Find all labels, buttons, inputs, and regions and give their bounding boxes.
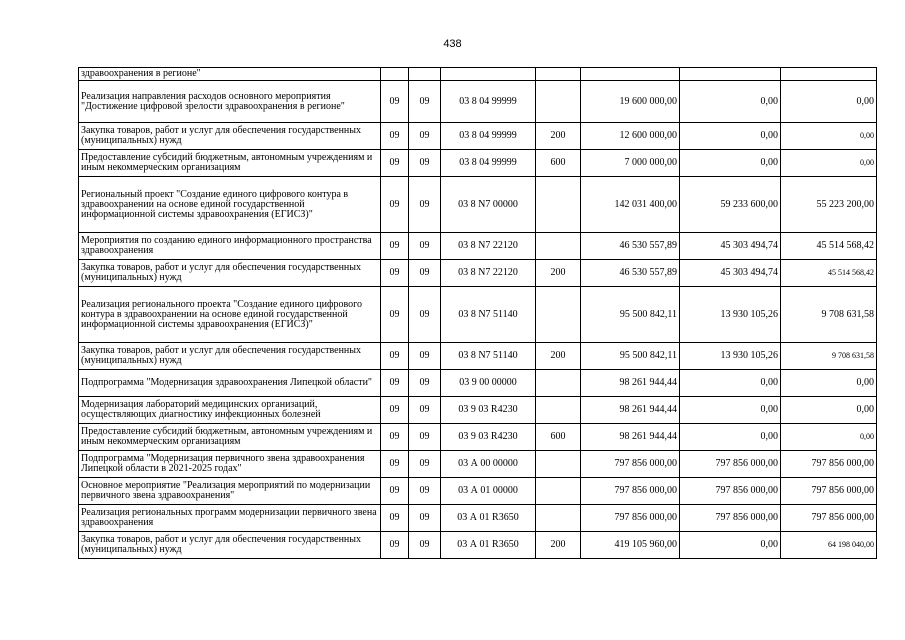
section-code: 09 [381,397,409,424]
expense-type-code [536,177,581,233]
subsection-code: 09 [409,150,441,177]
section-code [381,68,409,81]
amount-year-3: 9 708 631,58 [781,287,877,343]
amount-year-1: 7 000 000,00 [581,150,680,177]
subsection-code: 09 [409,424,441,451]
expense-type-code [536,451,581,478]
row-name: Реализация регионального проекта "Создание единого цифрового контура в здравоохранении на основе единой государственной информационной системы здравоохранения (ЕГИСЗ)" [79,287,381,343]
table-row [79,233,877,260]
expense-type-code: 200 [536,123,581,150]
expense-type-code [536,81,581,123]
section-code: 09 [381,370,409,397]
target-article-code: 03 А 00 00000 [441,451,536,478]
expense-type-code: 600 [536,150,581,177]
subsection-code: 09 [409,177,441,233]
row-name: Закупка товаров, работ и услуг для обеспечения государственных (муниципальных) нужд [79,532,381,559]
amount-year-2: 0,00 [680,370,781,397]
expense-type-code [536,233,581,260]
target-article-code: 03 А 01 00000 [441,478,536,505]
subsection-code: 09 [409,343,441,370]
table-row [79,532,877,559]
subsection-code: 09 [409,81,441,123]
amount-year-2: 0,00 [680,81,781,123]
row-name: Реализация региональных программ модернизации первичного звена здравоохранения [79,505,381,532]
expense-type-code: 200 [536,343,581,370]
section-code: 09 [381,150,409,177]
amount-year-3: 0,00 [781,397,877,424]
section-code: 09 [381,177,409,233]
amount-year-2: 13 930 105,26 [680,343,781,370]
table-row [79,150,877,177]
section-code: 09 [381,505,409,532]
subsection-code: 09 [409,260,441,287]
amount-year-3: 797 856 000,00 [781,451,877,478]
amount-year-2: 797 856 000,00 [680,451,781,478]
amount-year-3: 45 514 568,42 [781,233,877,260]
target-article-code: 03 8 N7 22120 [441,260,536,287]
table-row [79,177,877,233]
target-article-code: 03 9 03 R4230 [441,424,536,451]
amount-year-2: 0,00 [680,424,781,451]
subsection-code: 09 [409,532,441,559]
table-row [79,478,877,505]
subsection-code: 09 [409,370,441,397]
row-name: Закупка товаров, работ и услуг для обеспечения государственных (муниципальных) нужд [79,343,381,370]
expense-type-code: 200 [536,532,581,559]
table-row [79,424,877,451]
amount-year-3: 0,00 [781,123,877,150]
amount-year-1: 46 530 557,89 [581,233,680,260]
amount-year-2: 0,00 [680,150,781,177]
amount-year-3: 0,00 [781,150,877,177]
section-code: 09 [381,424,409,451]
table-row [79,68,877,81]
amount-year-1: 98 261 944,44 [581,370,680,397]
table-row [79,343,877,370]
table-row [79,505,877,532]
subsection-code: 09 [409,451,441,478]
expense-type-code [536,287,581,343]
amount-year-3: 0,00 [781,370,877,397]
row-name: Модернизация лабораторий медицинских организаций, осуществляющих диагностику инфекционных болезней [79,397,381,424]
table-row [79,260,877,287]
subsection-code: 09 [409,397,441,424]
amount-year-2: 13 930 105,26 [680,287,781,343]
section-code: 09 [381,478,409,505]
amount-year-2: 45 303 494,74 [680,233,781,260]
page-number: 438 [443,38,462,50]
row-name: Подпрограмма "Модернизация первичного звена здравоохранения Липецкой области в 2021-2025 годах" [79,451,381,478]
expense-type-code [536,478,581,505]
subsection-code: 09 [409,123,441,150]
amount-year-2: 0,00 [680,532,781,559]
target-article-code: 03 9 03 R4230 [441,397,536,424]
section-code: 09 [381,123,409,150]
target-article-code: 03 8 N7 00000 [441,177,536,233]
expense-type-code: 600 [536,424,581,451]
expense-type-code [536,370,581,397]
row-name: Основное мероприятие "Реализация мероприятий по модернизации первичного звена здравоохранения" [79,478,381,505]
target-article-code: 03 8 04 99999 [441,150,536,177]
table-row [79,81,877,123]
target-article-code: 03 8 N7 22120 [441,233,536,260]
subsection-code: 09 [409,233,441,260]
amount-year-1: 797 856 000,00 [581,478,680,505]
amount-year-1: 419 105 960,00 [581,532,680,559]
section-code: 09 [381,451,409,478]
amount-year-1: 98 261 944,44 [581,397,680,424]
subsection-code [409,68,441,81]
amount-year-2: 0,00 [680,397,781,424]
amount-year-3: 797 856 000,00 [781,505,877,532]
amount-year-1: 797 856 000,00 [581,451,680,478]
amount-year-1: 142 031 400,00 [581,177,680,233]
amount-year-2: 59 233 600,00 [680,177,781,233]
row-name: Предоставление субсидий бюджетным, автономным учреждениям и иным некоммерческим организациям [79,150,381,177]
subsection-code: 09 [409,287,441,343]
target-article-code: 03 8 N7 51140 [441,343,536,370]
row-name: Реализация направления расходов основного мероприятия "Достижение цифровой зрелости здравоохранения в регионе" [79,81,381,123]
section-code: 09 [381,343,409,370]
row-name: Закупка товаров, работ и услуг для обеспечения государственных (муниципальных) нужд [79,123,381,150]
amount-year-1: 98 261 944,44 [581,424,680,451]
target-article-code [441,68,536,81]
target-article-code: 03 8 N7 51140 [441,287,536,343]
table-row [79,123,877,150]
amount-year-3: 797 856 000,00 [781,478,877,505]
target-article-code: 03 А 01 R3650 [441,532,536,559]
target-article-code: 03 8 04 99999 [441,81,536,123]
amount-year-1: 12 600 000,00 [581,123,680,150]
section-code: 09 [381,260,409,287]
amount-year-1: 95 500 842,11 [581,287,680,343]
budget-table-body [79,68,877,559]
budget-table [78,67,877,559]
section-code: 09 [381,233,409,260]
amount-year-3: 45 514 568,42 [781,260,877,287]
target-article-code: 03 8 04 99999 [441,123,536,150]
expense-type-code [536,68,581,81]
amount-year-1: 46 530 557,89 [581,260,680,287]
table-row [79,397,877,424]
section-code: 09 [381,532,409,559]
row-name: здравоохранения в регионе" [79,68,381,81]
amount-year-2 [680,68,781,81]
table-row [79,287,877,343]
subsection-code: 09 [409,478,441,505]
amount-year-3: 55 223 200,00 [781,177,877,233]
target-article-code: 03 А 01 R3650 [441,505,536,532]
row-name: Мероприятия по созданию единого информационного пространства здравоохранения [79,233,381,260]
amount-year-2: 797 856 000,00 [680,505,781,532]
amount-year-3: 64 198 040,00 [781,532,877,559]
row-name: Подпрограмма "Модернизация здравоохранения Липецкой области" [79,370,381,397]
target-article-code: 03 9 00 00000 [441,370,536,397]
subsection-code: 09 [409,505,441,532]
table-row [79,451,877,478]
amount-year-1: 95 500 842,11 [581,343,680,370]
row-name: Региональный проект "Создание единого цифрового контура в здравоохранении на основе единой государственной информационной системы здравоохранения (ЕГИСЗ)" [79,177,381,233]
amount-year-1: 19 600 000,00 [581,81,680,123]
amount-year-3: 0,00 [781,424,877,451]
row-name: Предоставление субсидий бюджетным, автономным учреждениям и иным некоммерческим организациям [79,424,381,451]
expense-type-code [536,505,581,532]
expense-type-code [536,397,581,424]
amount-year-1: 797 856 000,00 [581,505,680,532]
amount-year-3 [781,68,877,81]
expense-type-code: 200 [536,260,581,287]
amount-year-3: 0,00 [781,81,877,123]
row-name: Закупка товаров, работ и услуг для обеспечения государственных (муниципальных) нужд [79,260,381,287]
section-code: 09 [381,287,409,343]
amount-year-2: 797 856 000,00 [680,478,781,505]
amount-year-1 [581,68,680,81]
section-code: 09 [381,81,409,123]
amount-year-2: 0,00 [680,123,781,150]
table-row [79,370,877,397]
amount-year-2: 45 303 494,74 [680,260,781,287]
amount-year-3: 9 708 631,58 [781,343,877,370]
